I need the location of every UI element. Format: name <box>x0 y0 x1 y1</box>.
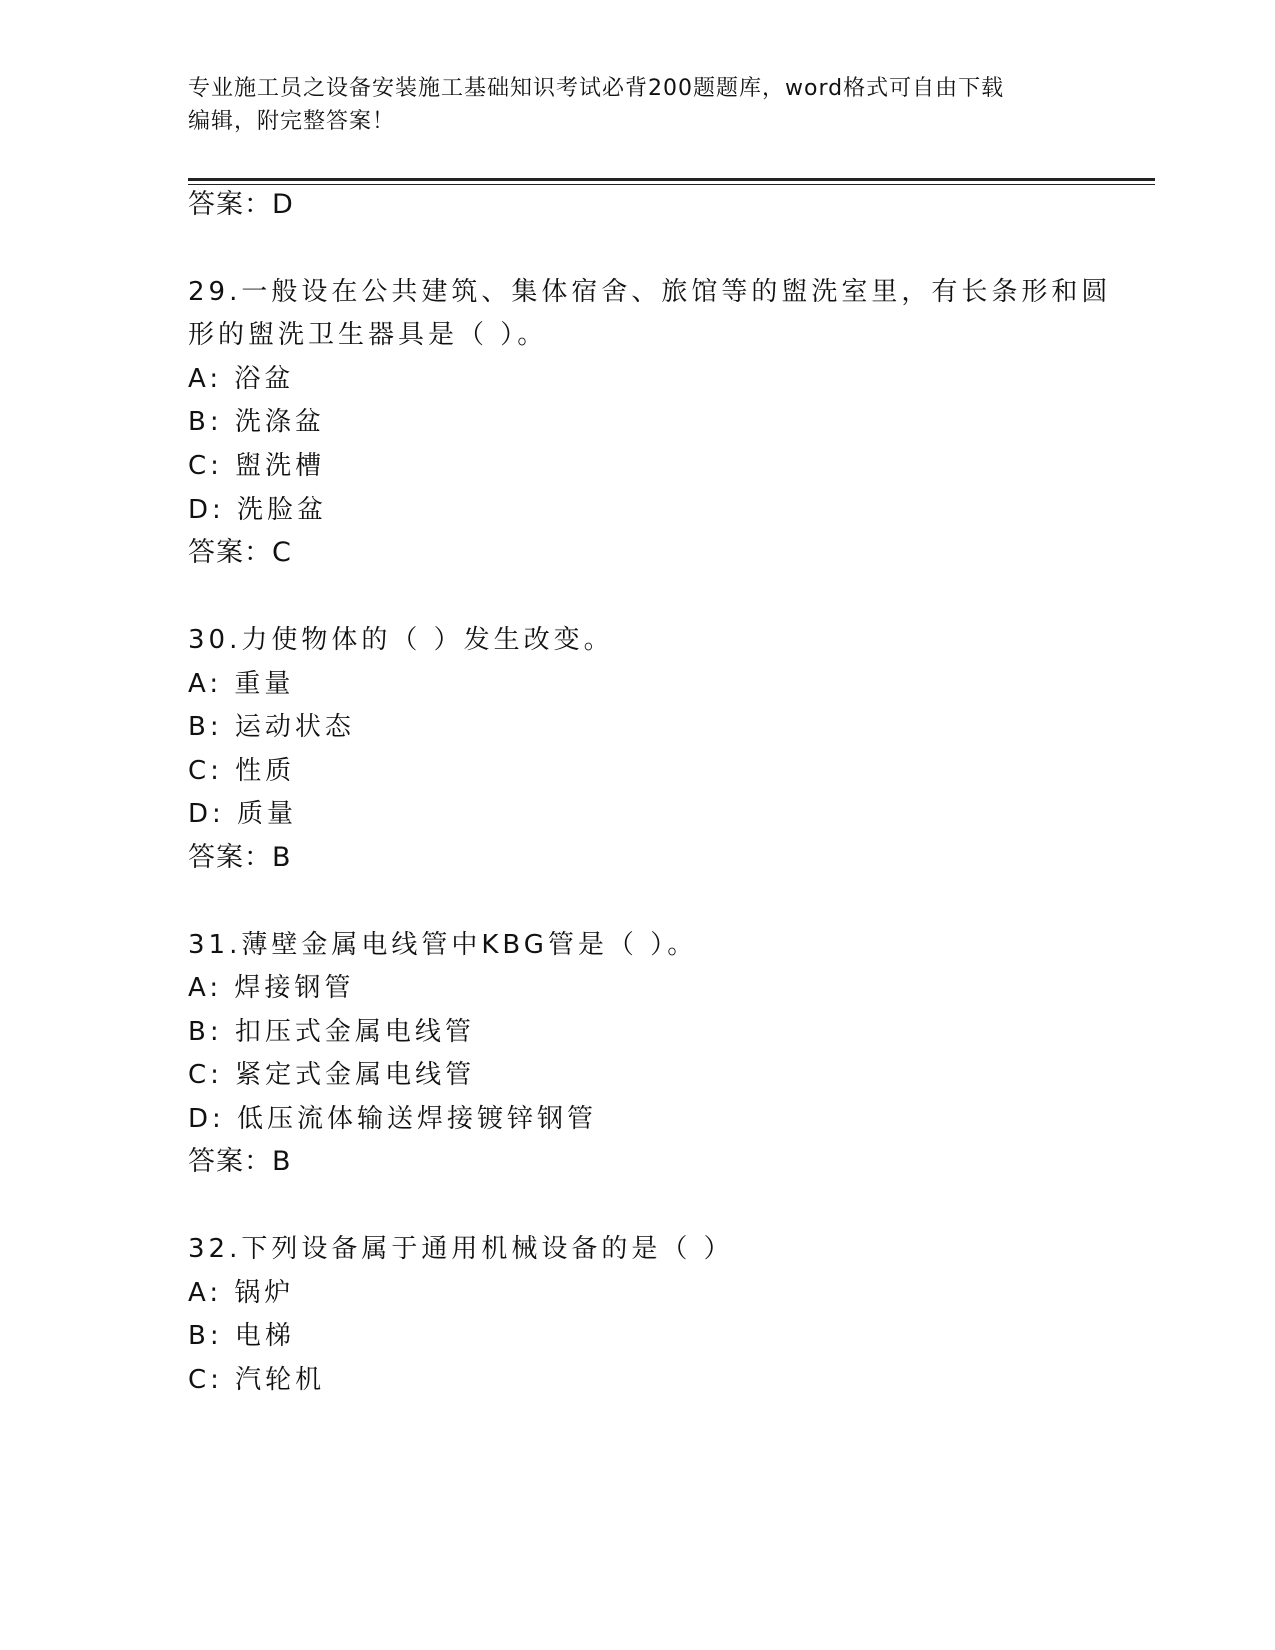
header-divider-thick <box>188 178 1155 181</box>
answer-28: 答案：D <box>188 189 294 220</box>
question-31-option-b: B: 扣压式金属电线管 <box>188 1017 475 1047</box>
question-29-line-2: 形的盥洗卫生器具是（ ）。 <box>188 320 548 350</box>
question-31-option-c: C: 紧定式金属电线管 <box>188 1060 476 1090</box>
header-line-1: 专业施工员之设备安装施工基础知识考试必背200题题库，word格式可自由下载 <box>188 76 1005 101</box>
answer-30: 答案：B <box>188 842 292 873</box>
question-30-option-c: C: 性质 <box>188 756 296 786</box>
question-30-option-d: D: 质量 <box>188 799 298 829</box>
question-31: 31.薄壁金属电线管中KBG管是（ ）。 <box>188 930 698 960</box>
answer-29: 答案：C <box>188 537 292 568</box>
question-29-option-a: A: 浴盆 <box>188 364 295 394</box>
question-30: 30.力使物体的（ ）发生改变。 <box>188 625 614 655</box>
question-30-option-a: A: 重量 <box>188 669 295 699</box>
header-divider-thin <box>188 184 1155 185</box>
question-32-option-c: C: 汽轮机 <box>188 1365 326 1395</box>
question-29-option-c: C: 盥洗槽 <box>188 451 326 481</box>
question-31-option-d: D: 低压流体输送焊接镀锌钢管 <box>188 1104 598 1134</box>
question-32-option-b: B: 电梯 <box>188 1321 295 1351</box>
question-29-option-b: B: 洗涤盆 <box>188 407 325 437</box>
document-header <box>188 72 1088 138</box>
question-29-line-1: 29.一般设在公共建筑、集体宿舍、旅馆等的盥洗室里，有长条形和圆 <box>188 277 1112 307</box>
header-line-2: 编辑，附完整答案！ <box>188 109 396 134</box>
question-32: 32.下列设备属于通用机械设备的是（ ） <box>188 1234 734 1264</box>
answer-31: 答案：B <box>188 1146 292 1177</box>
question-32-option-a: A: 锅炉 <box>188 1278 295 1308</box>
question-30-option-b: B: 运动状态 <box>188 712 355 742</box>
question-31-option-a: A: 焊接钢管 <box>188 973 355 1003</box>
question-29-option-d: D: 洗脸盆 <box>188 495 328 525</box>
